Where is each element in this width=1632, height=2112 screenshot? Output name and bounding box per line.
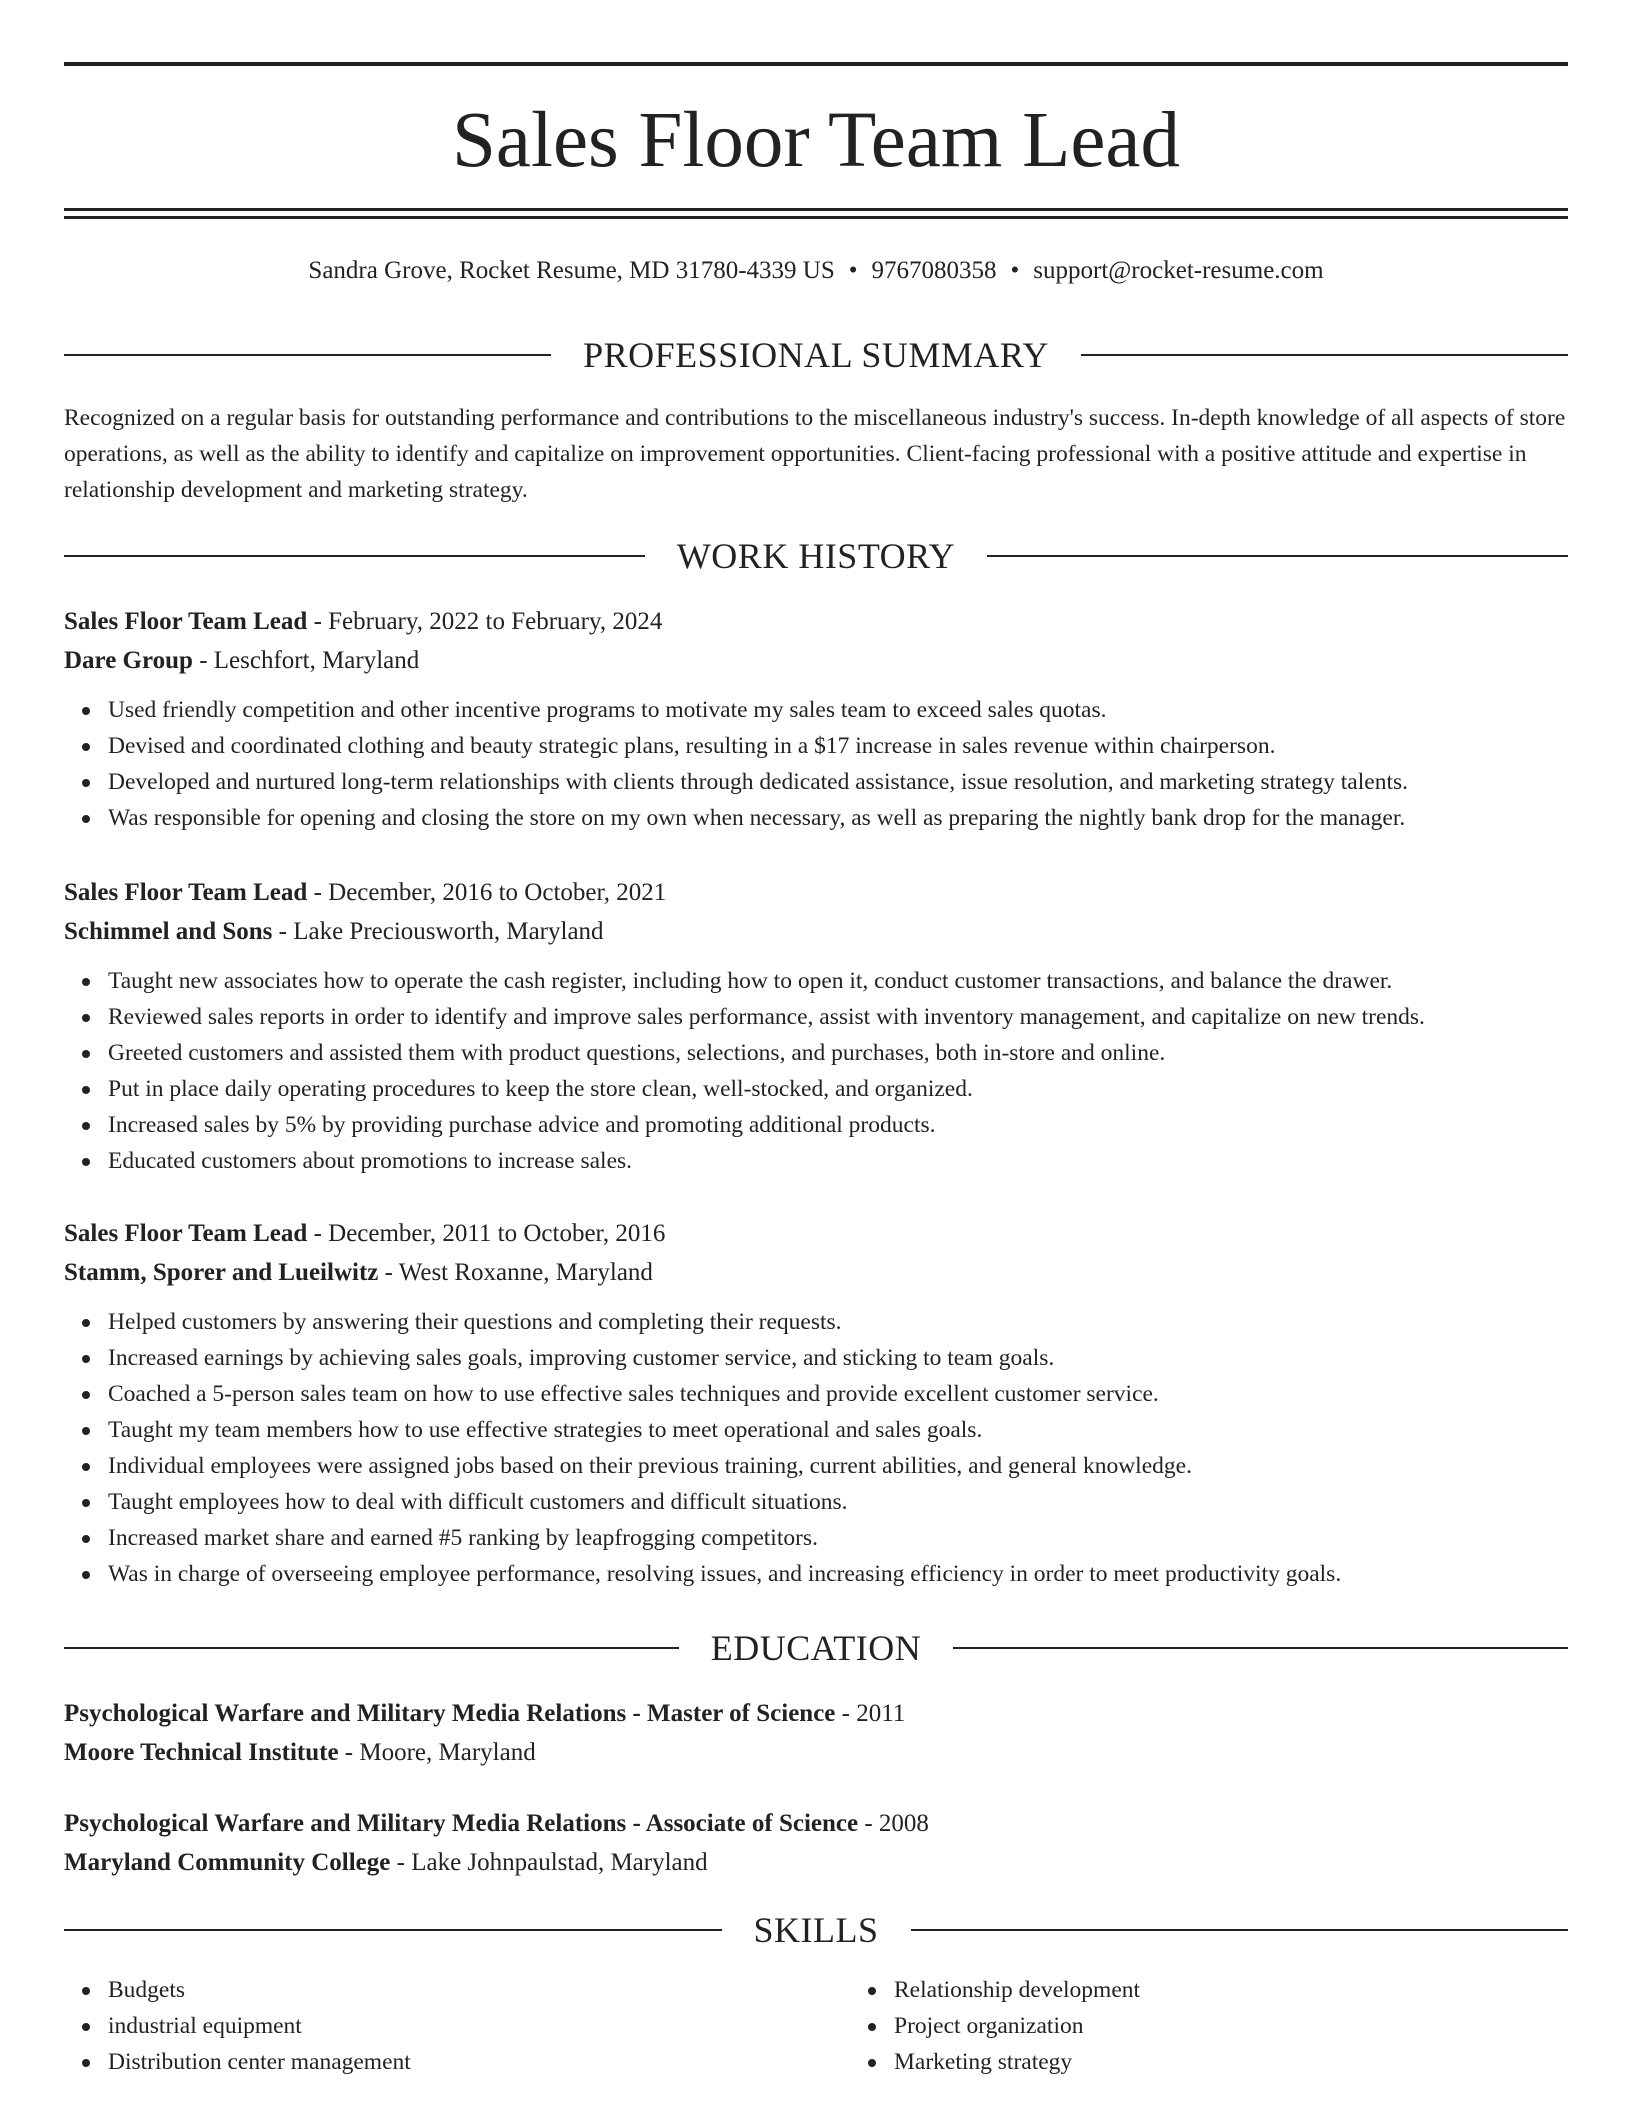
job-title-line (64, 1214, 1568, 1253)
degree-line (64, 1694, 1568, 1733)
school-name: Maryland Community College (64, 1849, 391, 1876)
section-title: EDUCATION (710, 1628, 922, 1668)
degree-line (64, 1804, 1568, 1843)
job-bullet: Increased earnings by achieving sales goals, improving customer service, and sticking to team goals. (108, 1340, 1568, 1376)
job-bullets (64, 963, 1568, 1179)
job-dates: - December, 2016 to October, 2021 (307, 879, 667, 906)
resume-name: Sales Floor Team Lead (452, 97, 1180, 184)
job-title-line (64, 873, 1568, 912)
job-dates: - February, 2022 to February, 2024 (307, 608, 663, 635)
job-bullet: Greeted customers and assisted them with product questions, selections, and purchases, both in-store and online. (108, 1035, 1568, 1071)
job-bullets (64, 692, 1568, 836)
education-entry (64, 1694, 1568, 1772)
job-entry (64, 1214, 1568, 1592)
skill-item: industrial equipment (108, 2008, 850, 2044)
section-header-summary (64, 332, 1568, 378)
contact-address: Sandra Grove, Rocket Resume, MD 31780-4339 US (308, 257, 835, 284)
job-company-line (64, 641, 1568, 680)
section-title: SKILLS (753, 1910, 879, 1950)
section-header-work (64, 533, 1568, 579)
skill-item: Marketing strategy (894, 2044, 1632, 2080)
contact-separator: • (1010, 257, 1020, 284)
section-rule (64, 555, 645, 557)
section-rule (953, 1647, 1568, 1649)
section-header-education (64, 1625, 1568, 1671)
job-bullet: Taught employees how to deal with difficult customers and difficult situations. (108, 1484, 1568, 1520)
job-bullet: Used friendly competition and other incentive programs to motivate my sales team to exceed sales quotas. (108, 692, 1568, 728)
job-bullet: Individual employees were assigned jobs based on their previous training, current abilities, and general knowledge. (108, 1448, 1568, 1484)
job-bullet: Taught new associates how to operate the cash register, including how to open it, conduct customer transactions, and balance the drawer. (108, 963, 1568, 999)
contact-line (64, 254, 1568, 288)
section-title: WORK HISTORY (676, 536, 956, 576)
job-location: - West Roxanne, Maryland (378, 1259, 653, 1286)
header-bottom-rule-2 (64, 216, 1568, 219)
job-title: Sales Floor Team Lead (64, 1220, 308, 1247)
section-title: PROFESSIONAL SUMMARY (583, 335, 1049, 375)
job-company-line (64, 1253, 1568, 1292)
contact-separator: • (848, 257, 858, 284)
job-bullet: Put in place daily operating procedures to keep the store clean, well-stocked, and organized. (108, 1071, 1568, 1107)
job-bullet: Increased market share and earned #5 ranking by leapfrogging competitors. (108, 1520, 1568, 1556)
school-location: - Lake Johnpaulstad, Maryland (390, 1849, 708, 1876)
section-rule (64, 1647, 679, 1649)
job-company-line (64, 912, 1568, 951)
job-location: - Leschfort, Maryland (192, 647, 420, 674)
skills-list (64, 1972, 1568, 2080)
job-bullet: Was in charge of overseeing employee performance, resolving issues, and increasing efficiency in order to meet productivity goals. (108, 1556, 1568, 1592)
section-rule (1081, 354, 1568, 356)
job-bullets (64, 1304, 1568, 1592)
job-bullet: Was responsible for opening and closing the store on my own when necessary, as well as preparing the nightly bank drop for the manager. (108, 800, 1568, 836)
section-rule (64, 1929, 722, 1931)
section-rule (987, 555, 1568, 557)
job-entry (64, 602, 1568, 836)
section-rule (64, 354, 551, 356)
job-title: Sales Floor Team Lead (64, 608, 308, 635)
header-top-rule (64, 62, 1568, 66)
section-header-skills (64, 1907, 1568, 1953)
skills-column-left (64, 1972, 850, 2080)
job-title-line (64, 602, 1568, 641)
school-line (64, 1843, 1568, 1882)
job-bullet: Devised and coordinated clothing and beauty strategic plans, resulting in a $17 increase in sales revenue within chairperson. (108, 728, 1568, 764)
skill-item: Distribution center management (108, 2044, 850, 2080)
contact-phone: 9767080358 (871, 257, 997, 284)
degree-year: - 2011 (835, 1700, 906, 1727)
education-entry (64, 1804, 1568, 1882)
job-company: Stamm, Sporer and Lueilwitz (64, 1259, 379, 1286)
section-rule (911, 1929, 1569, 1931)
job-bullet: Taught my team members how to use effective strategies to meet operational and sales goals. (108, 1412, 1568, 1448)
job-bullet: Developed and nurtured long-term relationships with clients through dedicated assistance, issue resolution, and marketing strategy talents. (108, 764, 1568, 800)
contact-email: support@rocket-resume.com (1033, 257, 1324, 284)
header-bottom-rule (64, 208, 1568, 211)
job-company: Schimmel and Sons (64, 918, 273, 945)
skill-item: Project organization (894, 2008, 1632, 2044)
job-bullet: Reviewed sales reports in order to identify and improve sales performance, assist with inventory management, and capitalize on new trends. (108, 999, 1568, 1035)
degree-name: Psychological Warfare and Military Media Relations - Associate of Science (64, 1810, 859, 1837)
job-bullet: Coached a 5-person sales team on how to use effective sales techniques and provide excellent customer service. (108, 1376, 1568, 1412)
job-dates: - December, 2011 to October, 2016 (307, 1220, 666, 1247)
summary-text: Recognized on a regular basis for outstanding performance and contributions to the miscellaneous industry's success. In-depth knowledge of all aspects of store operations, as well as the ability to identify and capitalize on improvement opportunities. Client-facing professional with a positive attitude and expertise in relationship development and marketing strategy. (64, 405, 1566, 503)
skill-item: Relationship development (894, 1972, 1632, 2008)
job-company: Dare Group (64, 647, 193, 674)
job-title: Sales Floor Team Lead (64, 879, 308, 906)
degree-name: Psychological Warfare and Military Media Relations - Master of Science (64, 1700, 836, 1727)
skill-item: Budgets (108, 1972, 850, 2008)
school-name: Moore Technical Institute (64, 1739, 339, 1766)
school-location: - Moore, Maryland (338, 1739, 536, 1766)
job-bullet: Increased sales by 5% by providing purchase advice and promoting additional products. (108, 1107, 1568, 1143)
degree-year: - 2008 (858, 1810, 929, 1837)
school-line (64, 1733, 1568, 1772)
skills-column-right (850, 1972, 1632, 2080)
job-entry (64, 873, 1568, 1179)
job-location: - Lake Preciousworth, Maryland (272, 918, 604, 945)
job-bullet: Educated customers about promotions to increase sales. (108, 1143, 1568, 1179)
job-bullet: Helped customers by answering their questions and completing their requests. (108, 1304, 1568, 1340)
